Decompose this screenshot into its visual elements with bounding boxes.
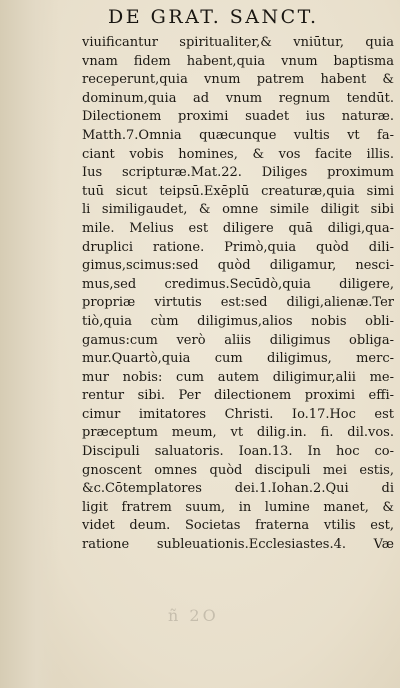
running-head: DE GRAT. SANCT. xyxy=(108,6,319,28)
text-line: Dilectionem proximi suadet ius naturæ. xyxy=(82,109,394,125)
text-line: viuificantur spiritualiter,& vniūtur, quia xyxy=(82,35,394,50)
faint-ink-mark: ñ 2O xyxy=(168,606,219,625)
text-line: &c.Cōtemplatores dei.1.Iohan.2.Qui di xyxy=(82,481,394,497)
text-line: Matth.7.Omnia quæcunque vultis vt fa- xyxy=(82,127,394,143)
text-line: tiò,quia cùm diligimus,alios nobis obli- xyxy=(82,313,394,329)
text-line: gnoscent omnes quòd discipuli mei estis, xyxy=(82,462,394,478)
body-text xyxy=(82,34,394,555)
text-line: præceptum meum, vt dilig.in. fi. dil.vos. xyxy=(82,425,394,441)
text-line: li similigaudet, & omne simile diligit sibi xyxy=(82,202,394,218)
text-line: mur nobis: cum autem diligimur,alii me- xyxy=(82,369,394,385)
text-line: dominum,quia ad vnum regnum tendūt. xyxy=(82,90,394,106)
text-line: receperunt,quia vnum patrem habent & xyxy=(82,72,394,88)
text-line: ratione subleuationis.Ecclesiastes.4. Væ xyxy=(82,537,394,553)
text-line: rentur sibi. Per dilectionem proximi effi- xyxy=(82,388,394,404)
text-line: gimus,scimus:sed quòd diligamur, nesci- xyxy=(82,258,394,274)
text-line: gamus:cum verò aliis diligimus obliga- xyxy=(82,332,394,348)
text-line: Ius scripturæ.Mat.22. Diliges proximum xyxy=(82,165,394,181)
text-line: vnam fidem habent,quia vnum baptisma xyxy=(82,53,394,69)
page-gutter-shadow xyxy=(0,0,60,688)
text-line: mus,sed credimus.Secūdò,quia diligere, xyxy=(82,276,394,292)
text-line: mur.Quartò,quia cum diligimus, merc- xyxy=(82,351,394,367)
text-line: tuū sicut teipsū.Exēplū creaturæ,quia simi xyxy=(82,183,394,199)
text-line: Discipuli saluatoris. Ioan.13. In hoc co- xyxy=(82,444,394,460)
text-line: druplici ratione. Primò,quia quòd dili- xyxy=(82,239,394,255)
text-line: ciant vobis homines, & vos facite illis. xyxy=(82,146,394,162)
text-line: mile. Melius est diligere quā diligi,qua- xyxy=(82,220,394,236)
text-line: ligit fratrem suum, in lumine manet, & xyxy=(82,499,394,515)
text-line: cimur imitatores Christi. Io.17.Hoc est xyxy=(82,406,394,422)
text-line: propriæ virtutis est:sed diligi,alienæ.Ter xyxy=(82,295,394,311)
text-line: videt deum. Societas fraterna vtilis est, xyxy=(82,518,394,534)
